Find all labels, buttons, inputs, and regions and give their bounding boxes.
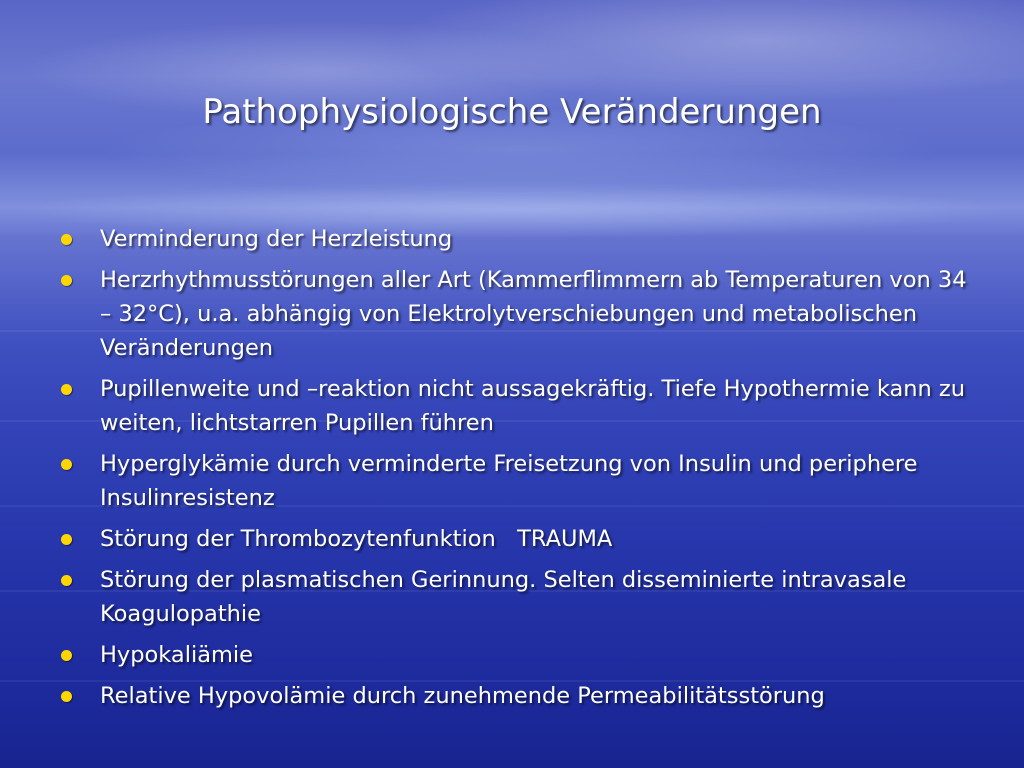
bullet-text: Relative Hypovolämie durch zunehmende Permeabilitätsstörung [100,683,825,709]
bullet-icon [61,575,72,586]
bullet-text: Hyperglykämie durch verminderte Freisetzung von Insulin und periphere Insulinresistenz [100,451,918,511]
bullet-item [58,222,978,256]
bullet-icon [61,275,72,286]
bullet-text: Hypokaliämie [100,642,254,668]
bullet-icon [61,691,72,702]
bullet-icon [61,650,72,661]
bullet-text: Verminderung der Herzleistung [100,226,453,252]
bullet-text: Störung der plasmatischen Gerinnung. Selten disseminierte intravasale Koagulopathie [100,567,907,627]
bullet-icon [61,459,72,470]
bullet-icon [61,234,72,245]
bullet-text: Störung der Thrombozytenfunktion TRAUMA [100,526,613,552]
bullet-text: Pupillenweite und –reaktion nicht aussagekräftig. Tiefe Hypothermie kann zu weiten, lichtstarren Pupillen führen [100,376,965,436]
bullet-icon [61,384,72,395]
slide-title: Pathophysiologische Veränderungen [202,92,822,132]
bullet-icon [61,534,72,545]
bullet-text: Herzrhythmusstörungen aller Art (Kammerflimmern ab Temperaturen von 34 – 32°C), u.a. abhängig von Elektrolytverschiebungen und metabolischen Veränderungen [100,267,967,361]
bullet-item [58,638,978,672]
bullet-item [58,447,978,515]
bullet-list [58,222,978,720]
bullet-item [58,263,978,365]
bullet-item [58,522,978,556]
bullet-item [58,563,978,631]
bullet-item [58,679,978,713]
bullet-item [58,372,978,440]
